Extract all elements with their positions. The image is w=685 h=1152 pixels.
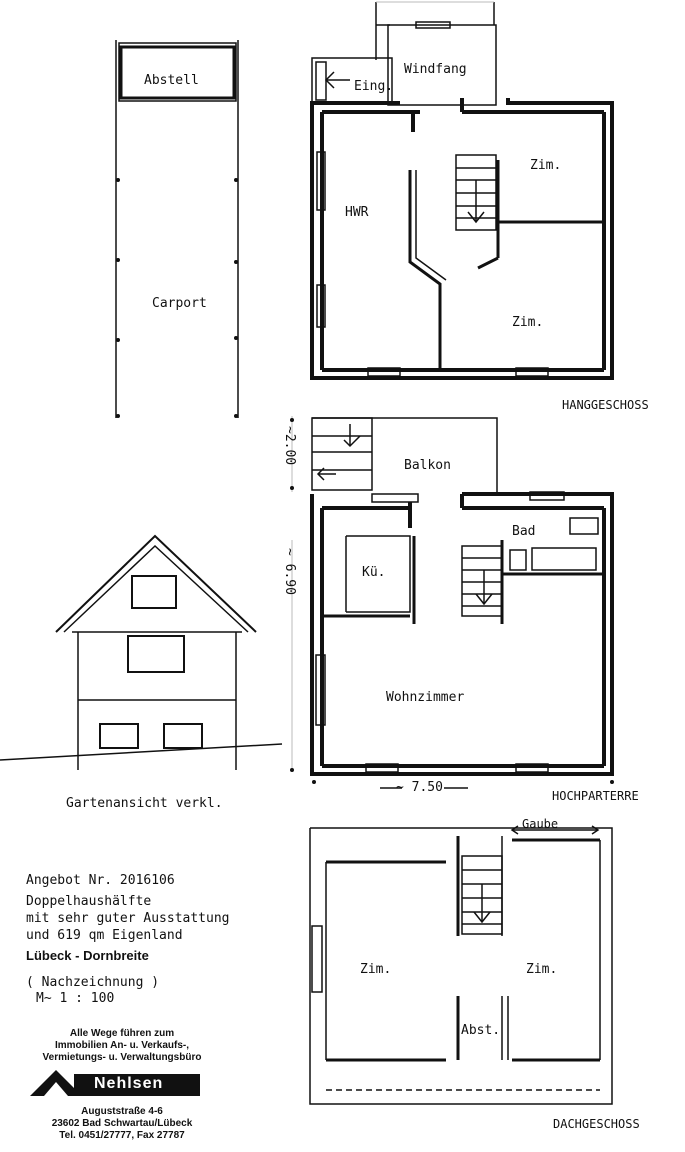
label-kue: Kü.: [362, 565, 386, 580]
label-abst: Abst.: [461, 1023, 501, 1038]
label-zim-top: Zim.: [530, 158, 562, 173]
offer-line-1: Doppelhaushälfte: [26, 894, 152, 909]
floor-title-hochparterre: HOCHPARTERRE: [552, 789, 639, 803]
offer-scale: M~ 1 : 100: [36, 991, 115, 1006]
dim-2-00: ~2.00: [282, 426, 297, 466]
hochparterre-plan: [282, 416, 639, 803]
agency-logo: [30, 1068, 200, 1100]
floor-title-hanggeschoss: HANGGESCHOSS: [562, 398, 649, 412]
label-bad: Bad: [512, 524, 536, 539]
floor-title-dachgeschoss: DACHGESCHOSS: [553, 1117, 640, 1131]
label-zim-bottom: Zim.: [512, 315, 544, 330]
agency-street: Auguststraße 4-6: [81, 1106, 163, 1117]
agency-slogan-3: Vermietungs- u. Verwaltungsbüro: [42, 1052, 202, 1063]
agency-slogan-1: Alle Wege führen zum: [69, 1028, 175, 1039]
label-balkon: Balkon: [404, 458, 451, 473]
dim-7-50: ~ 7.50: [396, 780, 443, 795]
offer-line-3: und 619 qm Eigenland: [26, 928, 183, 943]
label-wohnzimmer: Wohnzimmer: [386, 690, 465, 705]
dim-6-90: ~ 6.90: [282, 548, 297, 595]
label-eing: Eing.: [354, 79, 394, 94]
label-gaube: Gaube: [522, 817, 559, 831]
dachgeschoss-plan: [310, 817, 640, 1131]
agency-logo-text: Nehlsen: [94, 1075, 164, 1092]
label-zim-dg-right: Zim.: [526, 962, 558, 977]
agency-slogan: [22, 1028, 222, 1064]
garden-elevation: [0, 536, 282, 811]
label-hwr: HWR: [345, 205, 369, 220]
agency-city: 23602 Bad Schwartau/Lübeck: [51, 1118, 193, 1129]
hanggeschoss-plan: [312, 2, 649, 412]
carport-plan: [116, 40, 238, 418]
label-zim-dg-left: Zim.: [360, 962, 392, 977]
label-windfang: Windfang: [404, 62, 467, 77]
elevation-caption: Gartenansicht verkl.: [66, 796, 223, 811]
label-abstell: Abstell: [144, 73, 199, 88]
agency-phone: Tel. 0451/27777, Fax 27787: [59, 1130, 185, 1141]
offer-number: Angebot Nr. 2016106: [26, 873, 175, 888]
agency-address: [22, 1106, 222, 1142]
offer-line-2: mit sehr guter Ausstattung: [26, 911, 230, 926]
offer-location: Lübeck - Dornbreite: [26, 948, 149, 963]
offer-note: ( Nachzeichnung ): [26, 975, 160, 990]
label-carport: Carport: [152, 296, 207, 311]
agency-slogan-2: Immobilien An- u. Verkaufs-,: [54, 1040, 190, 1051]
